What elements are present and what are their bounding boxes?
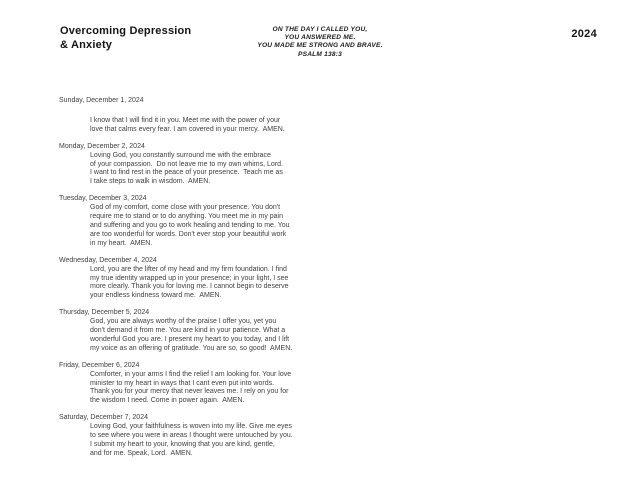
entry-date: Wednesday, December 4, 2024	[59, 256, 157, 264]
verse-reference: PSALM 138:3	[298, 50, 342, 58]
entry-date: Friday, December 6, 2024	[59, 361, 140, 369]
scripture-verse	[0, 26, 640, 59]
prayer-line: I know that I will find it in you. Meet me with the power of your	[90, 116, 281, 124]
year-label: 2024	[571, 28, 597, 40]
prayer-line: God, you are always worthy of the praise I offer you, yet you	[90, 318, 277, 326]
prayer-line: Loving God, your faithfulness is woven into my life. Give me eyes	[90, 423, 292, 431]
prayer-line: love that calms every fear. I am covered in your mercy. AMEN.	[90, 125, 285, 133]
prayer-line: I submit my heart to your, knowing that you are kind, gentle,	[90, 441, 275, 448]
devotional-entry	[59, 414, 359, 459]
entry-date: Tuesday, December 3, 2024	[59, 195, 147, 203]
entry-date: Saturday, December 7, 2024	[59, 414, 148, 422]
prayer-line: don't demand it from me. You are kind in your patience. What a	[90, 327, 286, 335]
prayer-line: require me to stand or to do anything. You meet me in my pain	[90, 213, 284, 221]
entry-prayer	[90, 266, 359, 302]
prayer-line: minister to my heart in ways that I cant even put into words.	[90, 379, 275, 387]
prayer-line: more clearly. Thank you for loving me. I cannot begin to deserve	[90, 283, 289, 291]
prayer-line: my true identity wrapped up in your presence; in your light, I see	[90, 274, 289, 282]
devotional-entry	[59, 257, 359, 302]
verse-line: YOU MADE ME STRONG AND BRAVE.	[257, 42, 383, 50]
devotional-entry	[59, 143, 359, 188]
entries-list	[59, 97, 359, 467]
prayer-line: Comforter, in your arms I find the relief I am looking for. Your love	[90, 370, 292, 378]
entry-prayer	[90, 117, 359, 135]
devotional-entry	[59, 97, 359, 135]
prayer-line: Lord, you are the lifter of my head and my firm foundation. I find	[90, 265, 287, 273]
page-title-line2: & Anxiety	[60, 38, 113, 51]
verse-line: ON THE DAY I CALLED YOU,	[272, 26, 368, 33]
verse-line: YOU ANSWERED ME.	[284, 34, 356, 42]
devotional-entry	[59, 309, 359, 354]
entry-date: Thursday, December 5, 2024	[59, 309, 150, 317]
entry-date: Monday, December 2, 2024	[59, 142, 145, 150]
prayer-line: your endless kindness toward me. AMEN.	[90, 292, 222, 300]
devotional-entry	[59, 195, 359, 248]
entry-prayer	[90, 371, 359, 407]
entry-prayer	[90, 204, 359, 249]
entry-prayer	[90, 423, 359, 459]
prayer-line: wonderful God you are. I present my heart to you today, and I lift	[90, 335, 290, 343]
prayer-line: I want to find rest in the peace of your presence. Teach me as	[90, 169, 283, 177]
prayer-line: are too wonderful for words. Don't ever stop your beautiful work	[90, 230, 287, 238]
entry-prayer	[90, 318, 359, 354]
prayer-line: to see where you were in areas I thought were untouched by you.	[90, 432, 293, 440]
prayer-line: Thank you for your mercy that never leaves me. I rely on you for	[90, 388, 289, 396]
prayer-line: God of my comfort, come close with your presence. You don't	[90, 204, 281, 212]
prayer-line: Loving God, you constantly surround me with the embrace	[90, 151, 271, 159]
prayer-line: my voice as an offering of gratitude. You are so, so good! AMEN.	[90, 344, 293, 352]
prayer-line: I take steps to walk in wisdom. AMEN.	[90, 178, 211, 186]
prayer-line: the wisdom I need. Come in power again. AMEN.	[90, 397, 245, 405]
entry-prayer	[90, 152, 359, 188]
prayer-line: and for me. Speak, Lord. AMEN.	[90, 449, 193, 457]
prayer-line: and suffering and you go to work healing and tending to me. You	[90, 221, 290, 229]
prayer-line: in my heart. AMEN.	[90, 239, 153, 247]
prayer-line: of your compassion. Do not leave me to my own whims, Lord.	[90, 160, 283, 168]
entry-date: Sunday, December 1, 2024	[59, 97, 144, 104]
devotional-entry	[59, 362, 359, 407]
page-title-line1: Overcoming Depression	[60, 25, 192, 37]
